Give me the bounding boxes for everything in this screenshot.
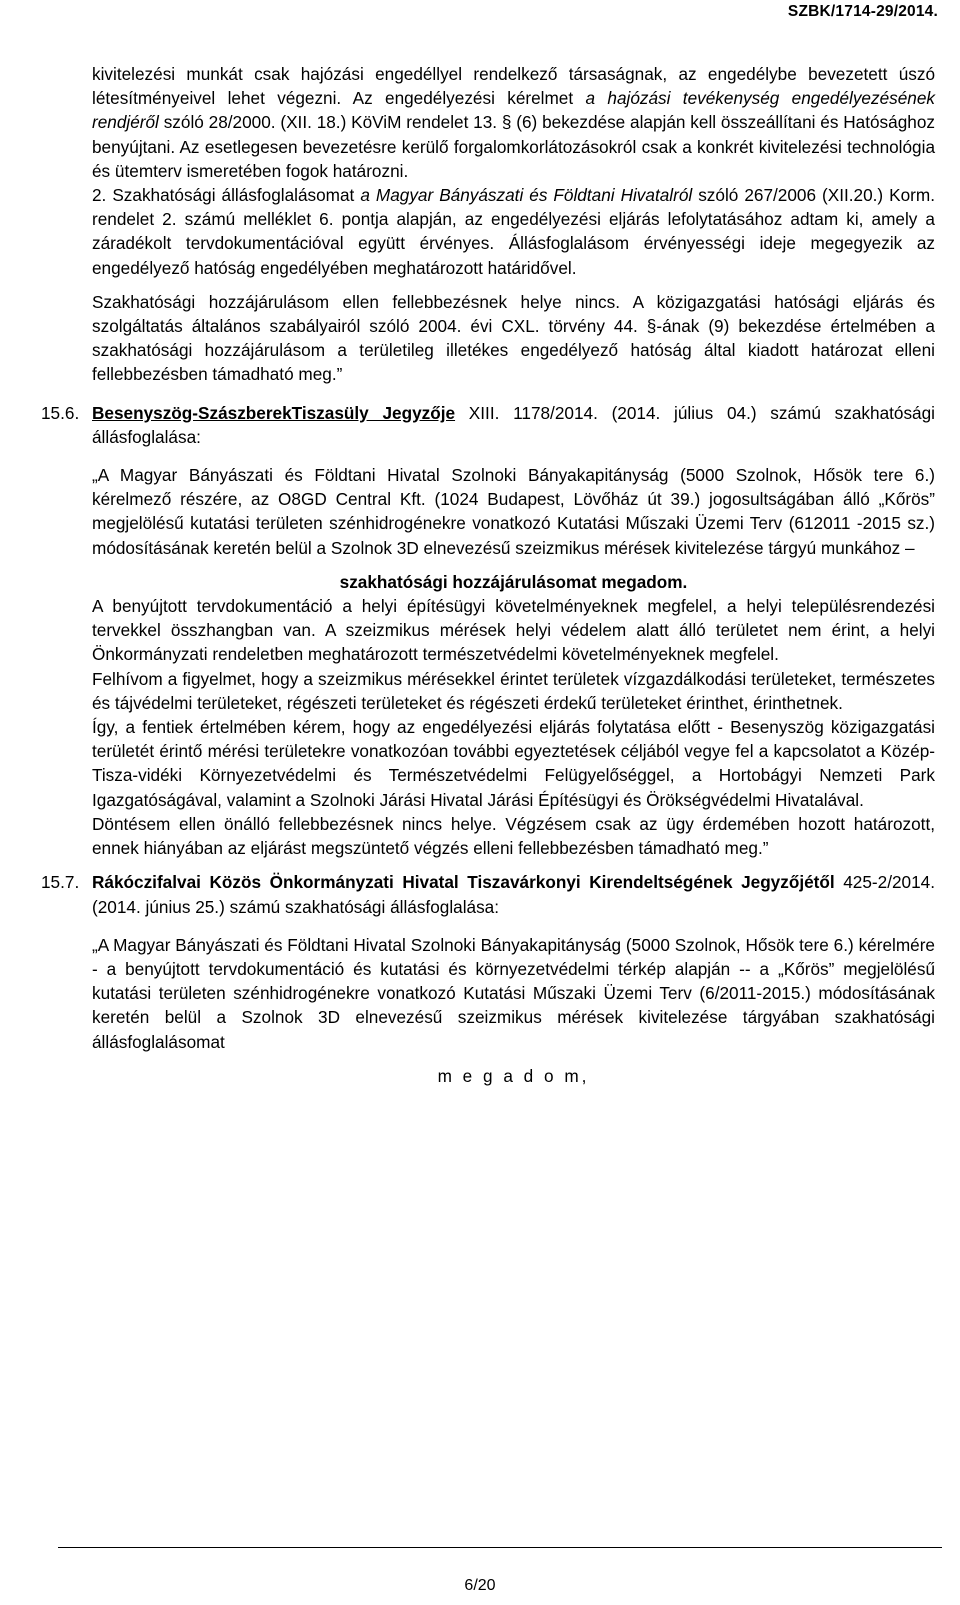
section-heading [92,870,935,918]
paragraph-appeal: Szakhatósági hozzájárulásom ellen fellebbezésnek helye nincs. A közigazgatási hatósági eljárás és szolgáltatás általános szabályairól szóló 2004. évi CXL. törvény 44. §-ának (9) bekezdése értelmében a szakhatósági hozzájárulásom a területileg illetékes engedélyező hatóság által kiadott határozat elleni fellebbezésben támadható meg.” [92,291,935,385]
page-number: 6/20 [464,1577,496,1594]
section-number: 15.6. [41,402,80,423]
quoted-statement: „A Magyar Bányászati és Földtani Hivatal Szolnoki Bányakapitányság (5000 Szolnok, Hősök tere 6.) kérelmező részére, az O8GD Central Kft. (1024 Budapest, Lövőház út 39.) jogosultságában álló „Kőrös” megjelölésű kutatási területen szénhidrogénekre vonatkozó Kutatási Műszaki Üzemi Terv (612011 -2015 sz.) módosításának keretén belül a Szolnok 3D elnevezésű szeizmikus mérések kivitelezése tárgyú munkához – [92,465,935,558]
paragraph-attention: Felhívom a figyelmet, hogy a szeizmikus mérésekkel érintet területek vízgazdálkodási területeket, természetes és tájvédelmi területeket, régészeti területeket és régészeti érdekű területeket érinthet, érinthetnek. [92,668,935,713]
text-run: szóló 267/2006 (XII.20.) Korm. rendelet 2. számú melléklet 6. pontja alapján, az engedélyezési eljárás lefolytatásához adtam ki, amely a záradékolt tervdokumentációval együtt érvényes. Állásfoglalásom érvényességi ideje megegyezik az engedélyező hatóság engedélyében meghatározott határidővel. [92,185,935,278]
text-run: kivitelezési munkát csak hajózási engedéllyel rendelkező társaságnak, az engedélybe bevezetett úszó létesítményeivel lehet végezni. Az engedélyezési kérelmet [92,64,935,109]
quoted-statement: „A Magyar Bányászati és Földtani Hivatal Szolnoki Bányakapitányság (5000 Szolnok, Hősök tere 6.) kérelmére - a benyújtott tervdokumentáció és kutatási és környezetvédelmi térkép alapján -- a „Kőrös” megjelölésű kutatási területen szénhidrogénekre vonatkozó Kutatási Műszaki Üzemi Terv (6/2011-2015.) módosításának keretén belül a Szolnok 3D elnevezésű szeizmikus mérések kivitelezése tárgyában szakhatósági állásfoglalásomat [92,934,935,1052]
paragraph-validity [92,183,935,280]
section-heading [92,401,935,449]
paragraph-request: Így, a fentiek értelmében kérem, hogy az engedélyezési eljárás folytatása előtt - Besenyszög közigazgatási területét érintő mérési területekre vonatkozóan további egyeztetések céljából vegye fel a kapcsolatot a Közép-Tisza-vidéki Környezetvédelmi és Természetvédelmi Felügyelőséggel, a Hortobágyi Nemzeti Park Igazgatóságával, valamint a Szolnoki Járási Hivatal Járási Építésügyi és Örökségvédelmi Hivatalával. [92,717,935,810]
text-run: szóló 28/2000. (XII. 18.) KöViM rendelet 13. § (6) bekezdése alapján kell összeállítani és Hatósághoz benyújtani. Az esetlegesen bevezetésre kerülő forgalomkorlátozásokról csak a konkrét kivitelezési technológia és ütemterv ismeretében fogok határozni. [92,112,935,181]
decision-line: m e g a d o m, [437,1065,590,1086]
italic-law-title: a hajózási tevékenység engedélyezésének rendjéről [92,88,935,133]
section-number: 15.7. [41,872,80,893]
paragraph-navigation-permit [92,62,935,183]
text-run: XIII. 1178/2014. (2014. július 04.) számú szakhatósági állásfoglalása: [92,402,935,447]
authority-name: Rákóczifalvai Közös Önkormányzati Hivatal Tiszavárkonyi Kirendeltségének Jegyzőjétől [92,872,835,893]
footer-divider [58,1547,942,1548]
section-15-7 [41,870,935,1088]
page-body [41,62,935,1088]
paragraph-no-appeal: Döntésem ellen önálló fellebbezésnek nincs helye. Végzésem csak az ügy érdemében hozott határozott, ennek hiányában az eljárást megszüntető végzés elleni fellebbezésben támadható meg.” [92,813,935,859]
section-15-6 [41,401,935,861]
text-run: 2. Szakhatósági állásfoglalásomat [92,185,361,206]
paragraph-compliance: A benyújtott tervdokumentáció a helyi építésügyi követelményeknek megfelel, a helyi településrendezési tervekkel összhangban van. A szeizmikus mérések helyi védelem alatt álló területet nem érint, a helyi Önkormányzati rendeletben meghatározott természetvédelmi követelményeknek megfelel. [92,596,935,665]
italic-law-title: a Magyar Bányászati és Földtani Hivatalról [360,185,693,206]
text-run: 425-2/2014. (2014. június 25.) számú szakhatósági állásfoglalása: [92,872,935,917]
authority-name: Besenyszög-SzászberekTiszasüly Jegyzője [92,402,456,423]
document-id-header: SZBK/1714-29/2014. [787,3,938,20]
decision-line: szakhatósági hozzájárulásomat megadom. [339,571,688,592]
